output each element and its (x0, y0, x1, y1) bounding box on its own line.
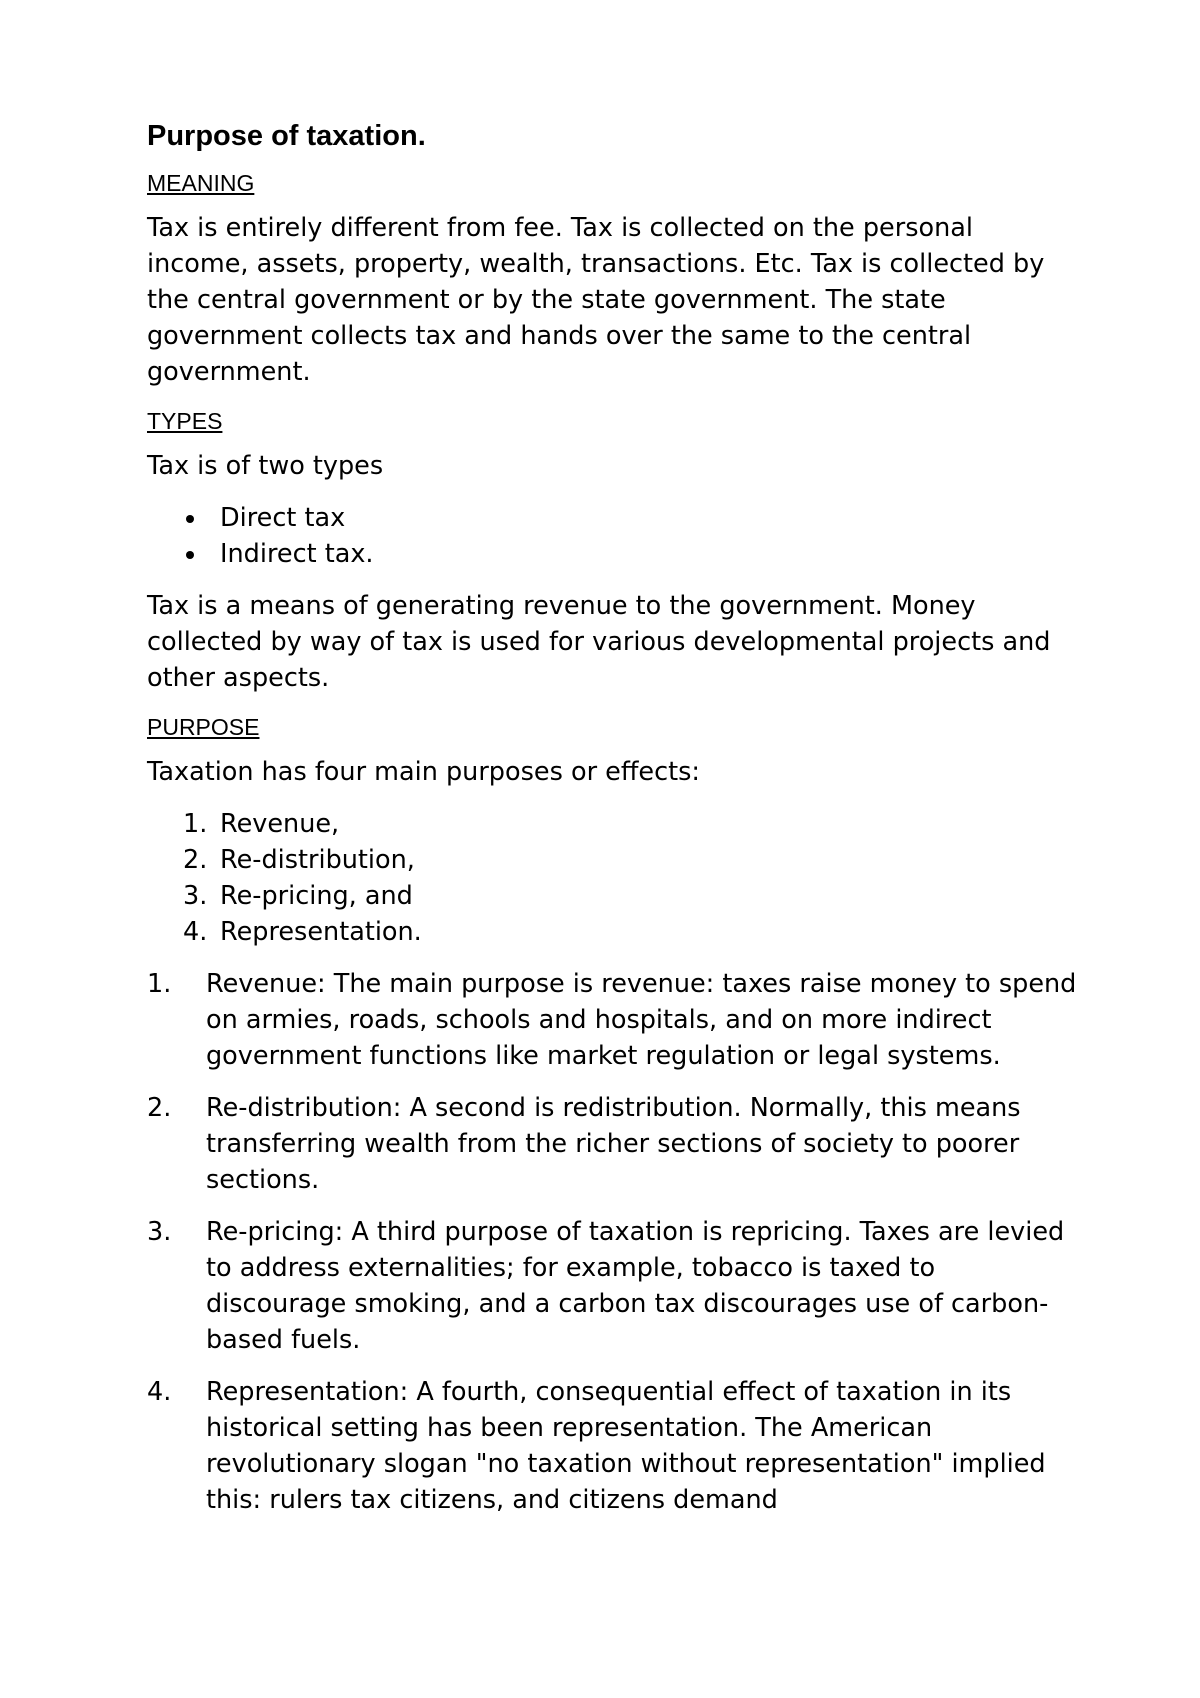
document-title: Purpose of taxation. (147, 120, 426, 152)
list-number: 4. (147, 1377, 172, 1407)
list-item (147, 1374, 1077, 1518)
list-item-text: Re-distribution: A second is redistribution. Normally, this means transferring wealth from the richer sections of society to poorer sections. (206, 1093, 1021, 1195)
bullet-icon (186, 551, 194, 559)
list-item (147, 536, 1077, 572)
revenue-paragraph: Tax is a means of generating revenue to the government. Money collected by way of tax is used for various developmental projects and other aspects. (147, 591, 1051, 693)
purpose-short-list (147, 806, 1077, 950)
document-page (147, 118, 1077, 1534)
bullet-icon (186, 515, 194, 523)
list-item (147, 966, 1077, 1074)
list-item-text: Re-distribution, (220, 845, 415, 875)
meaning-paragraph: Tax is entirely different from fee. Tax is collected on the personal income, assets, property, wealth, transactions. Etc. Tax is collected by the central government or by the state government. The state government collects tax and hands over the same to the central government. (147, 213, 1045, 387)
list-number: 3. (183, 881, 208, 911)
list-item-text: Revenue: The main purpose is revenue: taxes raise money to spend on armies, roads, schools and hospitals, and on more indirect government functions like market regulation or legal systems. (206, 969, 1077, 1071)
purpose-heading: PURPOSE (147, 714, 260, 740)
list-item-text: Direct tax (220, 503, 346, 533)
list-number: 2. (147, 1093, 172, 1123)
list-item (147, 500, 1077, 536)
meaning-heading: MEANING (147, 170, 255, 196)
types-bullet-list (147, 500, 1077, 572)
list-item-text: Re-pricing, and (220, 881, 413, 911)
types-intro: Tax is of two types (147, 451, 384, 481)
list-item (147, 1090, 1077, 1198)
list-item-text: Representation: A fourth, consequential effect of taxation in its historical setting has been representation. The American revolutionary slogan "no taxation without representation" implied this: rulers tax citizens, and citizens demand (206, 1377, 1046, 1515)
purpose-intro: Taxation has four main purposes or effects: (147, 757, 700, 787)
list-item (147, 1214, 1077, 1358)
list-number: 2. (183, 845, 208, 875)
list-item (147, 878, 1077, 914)
list-item-text: Representation. (220, 917, 422, 947)
list-number: 1. (147, 969, 172, 999)
list-number: 3. (147, 1217, 172, 1247)
list-number: 4. (183, 917, 208, 947)
list-item (147, 914, 1077, 950)
types-heading: TYPES (147, 408, 223, 434)
list-number: 1. (183, 809, 208, 839)
list-item-text: Re-pricing: A third purpose of taxation is repricing. Taxes are levied to address externalities; for example, tobacco is taxed to discourage smoking, and a carbon tax discourages use of carbon-based fuels. (206, 1217, 1065, 1355)
purpose-detail-list (147, 966, 1077, 1518)
list-item (147, 842, 1077, 878)
list-item-text: Revenue, (220, 809, 340, 839)
list-item-text: Indirect tax. (220, 539, 374, 569)
list-item (147, 806, 1077, 842)
